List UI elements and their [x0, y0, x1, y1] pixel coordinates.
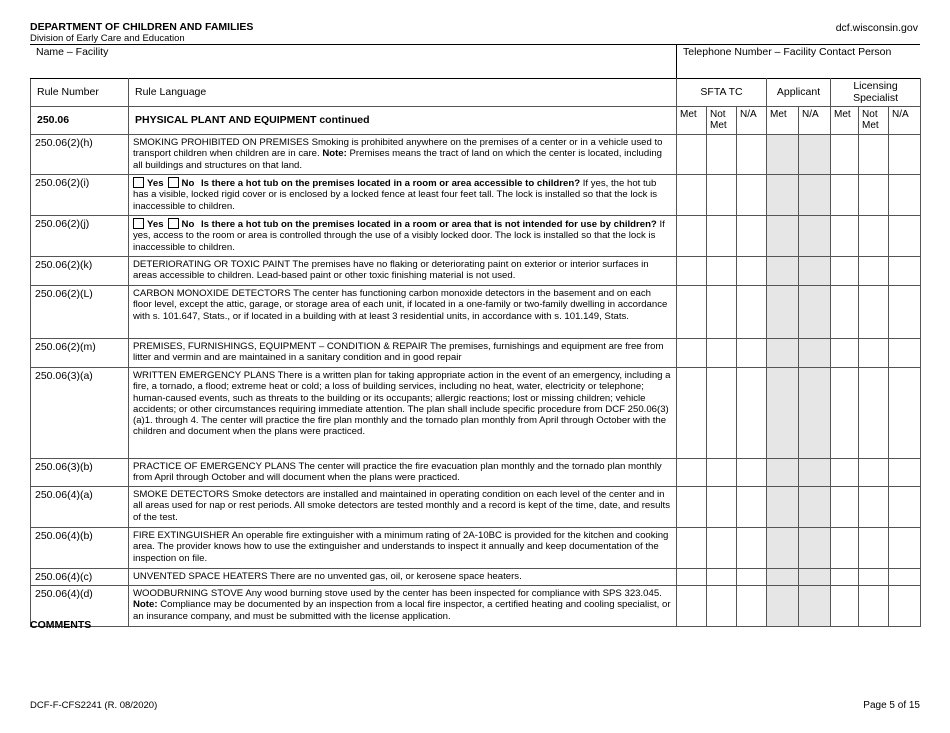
applicant-met-header: Met	[767, 107, 799, 135]
licensing-met-cell[interactable]	[831, 368, 859, 459]
table-header-row	[31, 79, 921, 107]
rule-number: 250.06(2)(j)	[31, 216, 129, 257]
sfta-not-met-cell[interactable]	[707, 459, 737, 487]
licensing-na-cell[interactable]	[889, 368, 921, 459]
rule-language: SMOKING PROHIBITED ON PREMISES Smoking is prohibited anywhere on the premises of a center or in a vehicle used to transport children when children are in care. Note: Premises means the tract of land on which the center is located, including all buildings and structures on that land.	[129, 135, 677, 175]
licensing-not-met-cell[interactable]	[859, 586, 889, 627]
sfta-not-met-cell[interactable]	[707, 135, 737, 175]
sfta-not-met-cell[interactable]	[707, 286, 737, 339]
sfta-na-cell[interactable]	[737, 528, 767, 569]
licensing-na-cell[interactable]	[889, 135, 921, 175]
sfta-not-met-cell[interactable]	[707, 216, 737, 257]
licensing-not-met-header: Not Met	[859, 107, 889, 135]
table-row	[31, 286, 921, 339]
rule-language: Yes No Is there a hot tub on the premises located in a room or area accessible to children? If yes, the hot tub has a visible, locked rigid cover or is enclosed by a locked fence at least four feet tall. The lock is installed so that the lock is inaccessible to children.	[129, 175, 677, 216]
table-row	[31, 216, 921, 257]
applicant-met-cell[interactable]	[767, 528, 799, 569]
applicant-na-cell[interactable]	[799, 175, 831, 216]
sfta-not-met-cell[interactable]	[707, 368, 737, 459]
licensing-met-cell[interactable]	[831, 487, 859, 528]
sfta-na-cell[interactable]	[737, 368, 767, 459]
sfta-na-cell[interactable]	[737, 175, 767, 216]
licensing-not-met-cell[interactable]	[859, 569, 889, 586]
licensing-na-cell[interactable]	[889, 286, 921, 339]
licensing-not-met-cell[interactable]	[859, 135, 889, 175]
rule-language: SMOKE DETECTORS Smoke detectors are installed and maintained in operating condition on each level of the center and in all areas used for nap or rest periods. All smoke detectors are tested monthly and a record is kept of the time, date, and results of the test.	[129, 487, 677, 528]
licensing-not-met-cell[interactable]	[859, 216, 889, 257]
sfta-met-header: Met	[677, 107, 707, 135]
sfta-met-cell[interactable]	[677, 339, 707, 368]
rule-language: WRITTEN EMERGENCY PLANS There is a written plan for taking appropriate action in the event of an emergency, including a fire, a tornado, a flood; extreme heat or cold; a loss of building services, including no heat, water, electricity or telephone; human-caused events, such as threats to the building or its occupants; allergic reactions; lost or missing children; vehicle accidents; or other circumstances requiring immediate attention. The plan shall include specific procedure from DCF 250.06(3)(a)1. through 4. The center will practice the fire plan monthly and the tornado plan monthly from April through October with the children and document when the plans were practiced.	[129, 368, 677, 459]
sfta-na-cell[interactable]	[737, 257, 767, 286]
licensing-na-cell[interactable]	[889, 257, 921, 286]
rule-number: 250.06(2)(k)	[31, 257, 129, 286]
no-checkbox[interactable]	[168, 218, 179, 229]
rule-language: DETERIORATING OR TOXIC PAINT The premises have no flaking or deteriorating paint on exterior or interior surfaces in areas accessible to children. Lead-based paint or other toxic finishing material is not used.	[129, 257, 677, 286]
rule-language: WOODBURNING STOVE Any wood burning stove used by the center has been inspected for compliance with SPS 323.045. Note: Compliance may be documented by an inspection from a local fire inspector, a certified heating and cooling specialist, or an insurance company, and must be submitted with the license application.	[129, 586, 677, 627]
rule-number: 250.06(4)(c)	[31, 569, 129, 586]
division-name: Division of Early Care and Education	[30, 33, 185, 44]
table-row	[31, 257, 921, 286]
applicant-na-cell[interactable]	[799, 487, 831, 528]
applicant-na-cell[interactable]	[799, 216, 831, 257]
sfta-met-cell[interactable]	[677, 586, 707, 627]
rule-language: Yes No Is there a hot tub on the premises located in a room or area that is not intended for use by children? If yes, access to the room or area is controlled through the use of a visibly locked door. The lock is installed so that the lock is inaccessible to children.	[129, 216, 677, 257]
rule-number: 250.06(2)(m)	[31, 339, 129, 368]
facility-name-label: Name – Facility	[36, 46, 109, 58]
licensing-met-cell[interactable]	[831, 339, 859, 368]
table-row	[31, 459, 921, 487]
sfta-not-met-cell[interactable]	[707, 528, 737, 569]
sfta-not-met-cell[interactable]	[707, 257, 737, 286]
licensing-na-cell[interactable]	[889, 528, 921, 569]
section-number: 250.06	[31, 107, 129, 135]
rule-number: 250.06(3)(a)	[31, 368, 129, 459]
rule-number: 250.06(2)(h)	[31, 135, 129, 175]
rule-language: UNVENTED SPACE HEATERS There are no unvented gas, oil, or kerosene space heaters.	[129, 569, 677, 586]
applicant-met-cell[interactable]	[767, 569, 799, 586]
sfta-met-cell[interactable]	[677, 135, 707, 175]
applicant-na-cell[interactable]	[799, 586, 831, 627]
licensing-na-cell[interactable]	[889, 459, 921, 487]
table-row	[31, 339, 921, 368]
form-number: DCF-F-CFS2241 (R. 08/2020)	[30, 700, 158, 711]
applicant-na-cell[interactable]	[799, 368, 831, 459]
sfta-not-met-cell[interactable]	[707, 569, 737, 586]
sfta-met-cell[interactable]	[677, 175, 707, 216]
licensing-met-cell[interactable]	[831, 286, 859, 339]
applicant-met-cell[interactable]	[767, 257, 799, 286]
col-rule-language: Rule Language	[129, 79, 677, 107]
group-applicant: Applicant	[767, 79, 831, 107]
page-number: Page 5 of 15	[863, 700, 920, 711]
facility-info-row	[30, 44, 920, 78]
sfta-na-cell[interactable]	[737, 569, 767, 586]
applicant-na-cell[interactable]	[799, 459, 831, 487]
facility-name-field[interactable]	[30, 45, 676, 79]
licensing-na-cell[interactable]	[889, 339, 921, 368]
licensing-met-cell[interactable]	[831, 459, 859, 487]
licensing-na-cell[interactable]	[889, 487, 921, 528]
licensing-not-met-cell[interactable]	[859, 487, 889, 528]
sfta-met-cell[interactable]	[677, 368, 707, 459]
comments-label: COMMENTS	[30, 619, 92, 631]
applicant-na-cell[interactable]	[799, 569, 831, 586]
applicant-met-cell[interactable]	[767, 339, 799, 368]
applicant-met-cell[interactable]	[767, 135, 799, 175]
licensing-met-cell[interactable]	[831, 216, 859, 257]
licensing-na-cell[interactable]	[889, 175, 921, 216]
rule-number: 250.06(4)(d)	[31, 586, 129, 627]
licensing-na-cell[interactable]	[889, 586, 921, 627]
applicant-met-cell[interactable]	[767, 175, 799, 216]
licensing-na-cell[interactable]	[889, 216, 921, 257]
applicant-na-header: N/A	[799, 107, 831, 135]
group-sfta-tc: SFTA TC	[677, 79, 767, 107]
sfta-met-cell[interactable]	[677, 216, 707, 257]
applicant-na-cell[interactable]	[799, 257, 831, 286]
licensing-not-met-cell[interactable]	[859, 339, 889, 368]
sfta-not-met-cell[interactable]	[707, 339, 737, 368]
sfta-not-met-cell[interactable]	[707, 586, 737, 627]
sfta-na-cell[interactable]	[737, 586, 767, 627]
licensing-na-cell[interactable]	[889, 569, 921, 586]
col-rule-number: Rule Number	[31, 79, 129, 107]
table-row	[31, 569, 921, 586]
rule-language: PREMISES, FURNISHINGS, EQUIPMENT – CONDITION & REPAIR The premises, furnishings and equipment are free from litter and vermin and are maintained in a sanitary condition and in good repair	[129, 339, 677, 368]
sfta-na-cell[interactable]	[737, 487, 767, 528]
licensing-na-header: N/A	[889, 107, 921, 135]
licensing-met-cell[interactable]	[831, 586, 859, 627]
yes-checkbox[interactable]	[133, 218, 144, 229]
sfta-met-cell[interactable]	[677, 257, 707, 286]
sfta-met-cell[interactable]	[677, 528, 707, 569]
sfta-na-cell[interactable]	[737, 216, 767, 257]
licensing-not-met-cell[interactable]	[859, 528, 889, 569]
applicant-met-cell[interactable]	[767, 586, 799, 627]
rule-number: 250.06(2)(L)	[31, 286, 129, 339]
rules-checklist-table	[30, 78, 921, 627]
sfta-met-cell[interactable]	[677, 487, 707, 528]
department-name: DEPARTMENT OF CHILDREN AND FAMILIES	[30, 21, 254, 33]
applicant-met-cell[interactable]	[767, 487, 799, 528]
sfta-not-met-header: Not Met	[707, 107, 737, 135]
sfta-met-cell[interactable]	[677, 569, 707, 586]
licensing-met-cell[interactable]	[831, 175, 859, 216]
licensing-not-met-cell[interactable]	[859, 286, 889, 339]
sfta-na-cell[interactable]	[737, 339, 767, 368]
licensing-met-cell[interactable]	[831, 135, 859, 175]
sfta-na-cell[interactable]	[737, 135, 767, 175]
rule-number: 250.06(4)(b)	[31, 528, 129, 569]
section-header-row	[31, 107, 921, 135]
applicant-met-cell[interactable]	[767, 459, 799, 487]
licensing-met-cell[interactable]	[831, 257, 859, 286]
licensing-met-header: Met	[831, 107, 859, 135]
licensing-not-met-cell[interactable]	[859, 175, 889, 216]
yes-checkbox[interactable]	[133, 177, 144, 188]
licensing-not-met-cell[interactable]	[859, 257, 889, 286]
applicant-na-cell[interactable]	[799, 528, 831, 569]
rule-number: 250.06(4)(a)	[31, 487, 129, 528]
sfta-na-cell[interactable]	[737, 459, 767, 487]
applicant-met-cell[interactable]	[767, 216, 799, 257]
rule-language: PRACTICE OF EMERGENCY PLANS The center will practice the fire evacuation plan monthly and the tornado plan monthly from April through October and will document when the plans were practiced.	[129, 459, 677, 487]
licensing-not-met-cell[interactable]	[859, 459, 889, 487]
licensing-met-cell[interactable]	[831, 528, 859, 569]
table-row	[31, 586, 921, 627]
sfta-met-cell[interactable]	[677, 459, 707, 487]
group-licensing-specialist: Licensing Specialist	[831, 79, 921, 107]
rule-number: 250.06(2)(i)	[31, 175, 129, 216]
licensing-met-cell[interactable]	[831, 569, 859, 586]
applicant-na-cell[interactable]	[799, 286, 831, 339]
section-title: PHYSICAL PLANT AND EQUIPMENT continued	[129, 107, 677, 135]
table-row	[31, 175, 921, 216]
applicant-met-cell[interactable]	[767, 368, 799, 459]
facility-phone-label: Telephone Number – Facility Contact Person	[683, 46, 892, 58]
rule-number: 250.06(3)(b)	[31, 459, 129, 487]
table-row	[31, 487, 921, 528]
applicant-na-cell[interactable]	[799, 339, 831, 368]
no-checkbox[interactable]	[168, 177, 179, 188]
sfta-not-met-cell[interactable]	[707, 487, 737, 528]
facility-phone-field[interactable]	[676, 45, 920, 79]
applicant-na-cell[interactable]	[799, 135, 831, 175]
table-row	[31, 528, 921, 569]
applicant-met-cell[interactable]	[767, 286, 799, 339]
sfta-na-cell[interactable]	[737, 286, 767, 339]
website-url: dcf.wisconsin.gov	[835, 22, 918, 34]
sfta-met-cell[interactable]	[677, 286, 707, 339]
rule-language: CARBON MONOXIDE DETECTORS The center has functioning carbon monoxide detectors in the basement and on each floor level, except the attic, garage, or storage area of each unit, if located in a one-family or two-family dwelling in accordance with s. 101.647, Stats., or if located in a building with at least 3 residential units, in accordance with s. 101.149, Stats.	[129, 286, 677, 339]
licensing-not-met-cell[interactable]	[859, 368, 889, 459]
sfta-not-met-cell[interactable]	[707, 175, 737, 216]
rule-language: FIRE EXTINGUISHER An operable fire extinguisher with a minimum rating of 2A-10BC is provided for the kitchen and cooking area. The provider knows how to use the extinguisher and understands to inspect it annually and keep documentation of the inspection on file.	[129, 528, 677, 569]
table-row	[31, 135, 921, 175]
table-row	[31, 368, 921, 459]
sfta-na-header: N/A	[737, 107, 767, 135]
